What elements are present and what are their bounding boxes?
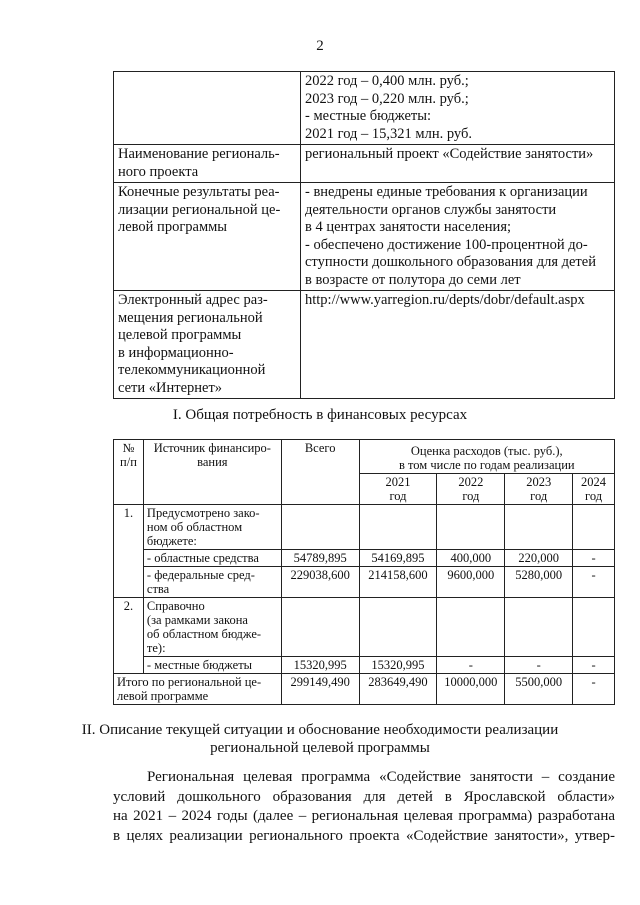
table-row [114, 550, 615, 567]
project-label: Наименование региональ- ного проекта [114, 145, 301, 183]
table-row [114, 291, 615, 399]
header-estimate: Оценка расходов (тыс. руб.), в том числе по годам реализации [359, 440, 614, 474]
cell-2021: 283649,490 [359, 674, 437, 705]
finance-table [113, 439, 615, 705]
cell-total: 54789,895 [281, 550, 359, 567]
row-label: - федеральные сред- ства [143, 567, 281, 598]
header-total: Всего [281, 440, 359, 505]
cell-2021: 15320,995 [359, 657, 437, 674]
paragraph-line: на 2021 – 2024 годы (далее – региональная целевая программа) разработана [113, 808, 615, 824]
group-label: Справочно (за рамками закона об областном бюдже- те): [143, 598, 281, 657]
row-label: - областные средства [143, 550, 281, 567]
url-label: Электронный адрес раз- мещения региональной целевой программы в информационно- телекоммуникационной сети «Интернет» [114, 291, 301, 399]
results-label: Конечные результаты реа- лизации региональной це- левой программы [114, 183, 301, 291]
header-num: № п/п [114, 440, 144, 505]
cell-2024: - [573, 550, 615, 567]
table-row [114, 505, 615, 550]
cell-2023: - [505, 657, 573, 674]
header-year-2021: 2021 год [359, 474, 437, 505]
cell-total: 299149,490 [281, 674, 359, 705]
cell-2023: 5500,000 [505, 674, 573, 705]
paragraph-line: Региональная целевая программа «Содействие занятости – создание [147, 769, 615, 785]
group-label: Предусмотрено зако- ном об областном бюджете: [143, 505, 281, 550]
row-label: Итого по региональной це- левой программе [114, 674, 282, 705]
cell-2021: 214158,600 [359, 567, 437, 598]
row-num: 2. [114, 598, 144, 674]
cell-2021: 54169,895 [359, 550, 437, 567]
section-title-finance: I. Общая потребность в финансовых ресурсах [172, 407, 468, 423]
row-num: 1. [114, 505, 144, 598]
cell-2022: - [437, 657, 505, 674]
funding-cell [301, 72, 615, 145]
url-value: http://www.yarregion.ru/depts/dobr/default.aspx [301, 291, 615, 399]
table-row [114, 657, 615, 674]
paragraph-line: условий дошкольного образования для детей в Ярославской области» [113, 788, 615, 805]
passport-cell-empty [114, 72, 301, 145]
table-row [114, 145, 615, 183]
cell-2022: 9600,000 [437, 567, 505, 598]
header-year-2022: 2022 год [437, 474, 505, 505]
table-row [114, 598, 615, 657]
header-year-2024: 2024 год [573, 474, 615, 505]
results-value: - внедрены единые требования к организации деятельности органов службы занятости в 4 центрах занятости населения; - обеспечено достижение 100-процентной до- ступности дошкольного образования для детей в возрасте от полутора до семи лет [301, 183, 615, 291]
funding-line: 2022 год – 0,400 млн. руб.; [305, 73, 469, 89]
table-row [114, 183, 615, 291]
cell-total: 15320,995 [281, 657, 359, 674]
page-number: 2 [316, 38, 324, 54]
cell-2022: 400,000 [437, 550, 505, 567]
cell-2023: 220,000 [505, 550, 573, 567]
funding-line: 2023 год – 0,220 млн. руб.; [305, 90, 469, 107]
row-label: - местные бюджеты [143, 657, 281, 674]
table-row [114, 72, 615, 145]
cell-2024: - [573, 657, 615, 674]
table-row [114, 567, 615, 598]
header-year-2023: 2023 год [505, 474, 573, 505]
project-value: региональный проект «Содействие занятости» [301, 145, 615, 183]
cell-2023: 5280,000 [505, 567, 573, 598]
paragraph-line: в целях реализации регионального проекта «Содействие занятости», утвер- [113, 827, 615, 844]
funding-line: - местные бюджеты: [305, 108, 431, 124]
cell-2024: - [573, 567, 615, 598]
section-title-description: II. Описание текущей ситуации и обоснование необходимости реализации региональной целевой программы [81, 722, 559, 756]
body-paragraph [113, 768, 615, 846]
cell-2022: 10000,000 [437, 674, 505, 705]
passport-table [113, 71, 615, 399]
cell-total: 229038,600 [281, 567, 359, 598]
header-source: Источник финансиро- вания [143, 440, 281, 505]
funding-line: 2021 год – 15,321 млн. руб. [305, 125, 472, 142]
cell-2024: - [573, 674, 615, 705]
table-row-total [114, 674, 615, 705]
table-header-row [114, 440, 615, 474]
